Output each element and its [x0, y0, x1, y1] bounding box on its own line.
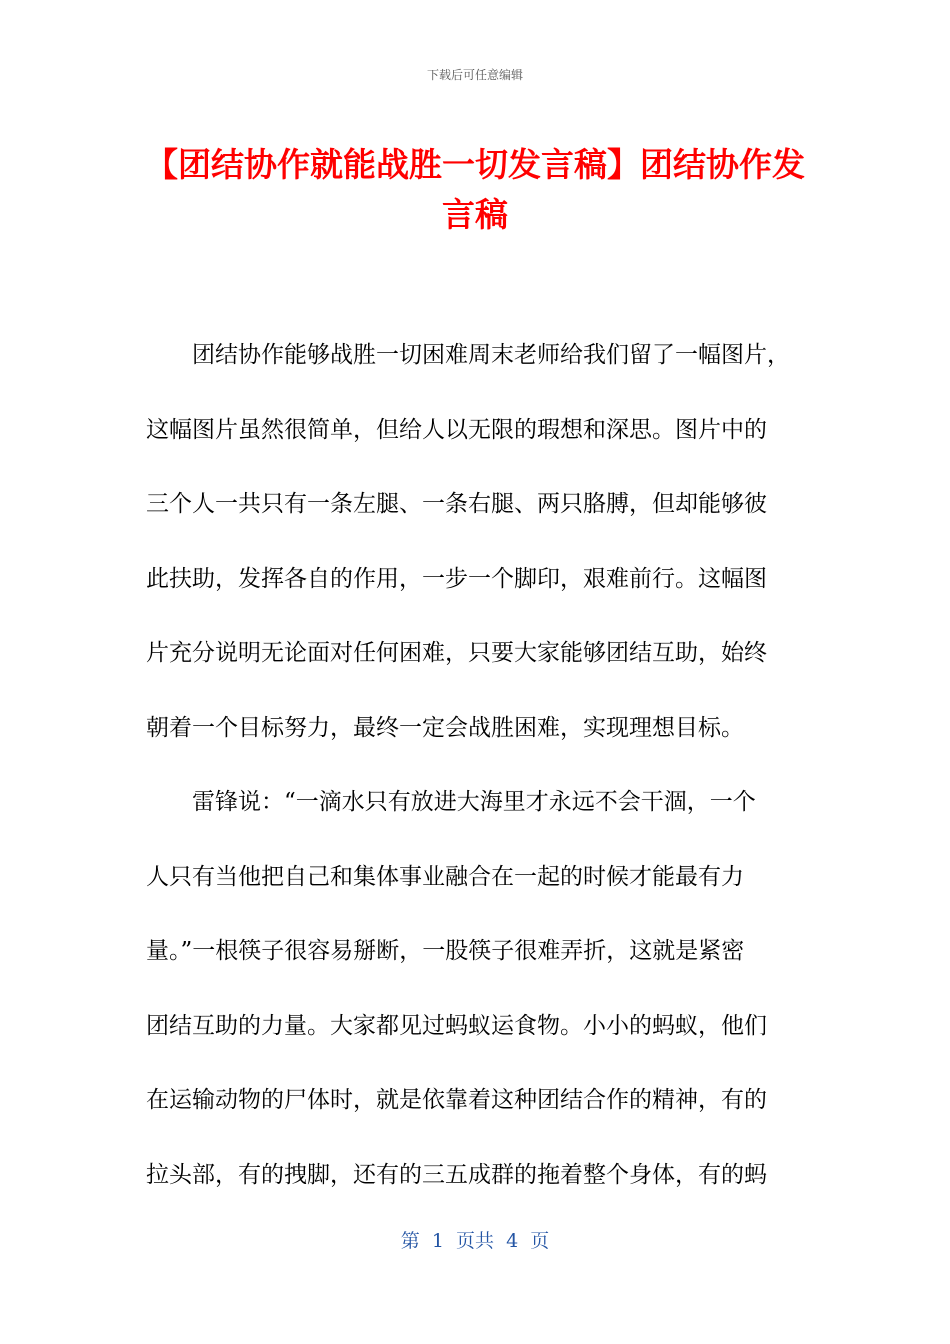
body-line: 团结协作能够战胜一切困难周末老师给我们留了一幅图片，	[146, 342, 790, 368]
body-line: 在运输动物的尸体时，就是依靠着这种团结合作的精神，有的	[146, 1087, 767, 1113]
document-body	[146, 318, 806, 1212]
header-note: 下载后可任意编辑	[426, 68, 523, 82]
body-line: 片充分说明无论面对任何困难，只要大家能够团结互助，始终	[146, 640, 767, 666]
body-line: 这幅图片虽然很简单，但给人以无限的瑕想和深思。图片中的	[146, 416, 767, 443]
body-line: 拉头部，有的拽脚，还有的三五成群的拖着整个身体，有的蚂	[146, 1161, 767, 1188]
body-line: 此扶助，发挥各自的作用，一步一个脚印，艰难前行。这幅图	[146, 565, 767, 592]
body-line: 团结互助的力量。大家都见过蚂蚁运食物。小小的蚂蚁，他们	[146, 1012, 767, 1039]
document-title: 【团结协作就能战胜一切发言稿】团结协作发言稿	[145, 145, 805, 234]
body-line: 雷锋说：“一滴水只有放进大海里才永远不会干涸，一个	[146, 789, 756, 815]
page-number-footer: 第 1 页共 4 页	[400, 1230, 550, 1252]
body-line: 人只有当他把自己和集体事业融合在一起的时候才能最有力	[146, 863, 744, 890]
body-line: 量。”一根筷子很容易掰断，一股筷子很难弄折，这就是紧密	[146, 938, 745, 964]
body-line: 三个人一共只有一条左腿、一条右腿、两只胳膊，但却能够彼	[146, 491, 767, 517]
body-line: 朝着一个目标努力，最终一定会战胜困难，实现理想目标。	[146, 714, 744, 741]
